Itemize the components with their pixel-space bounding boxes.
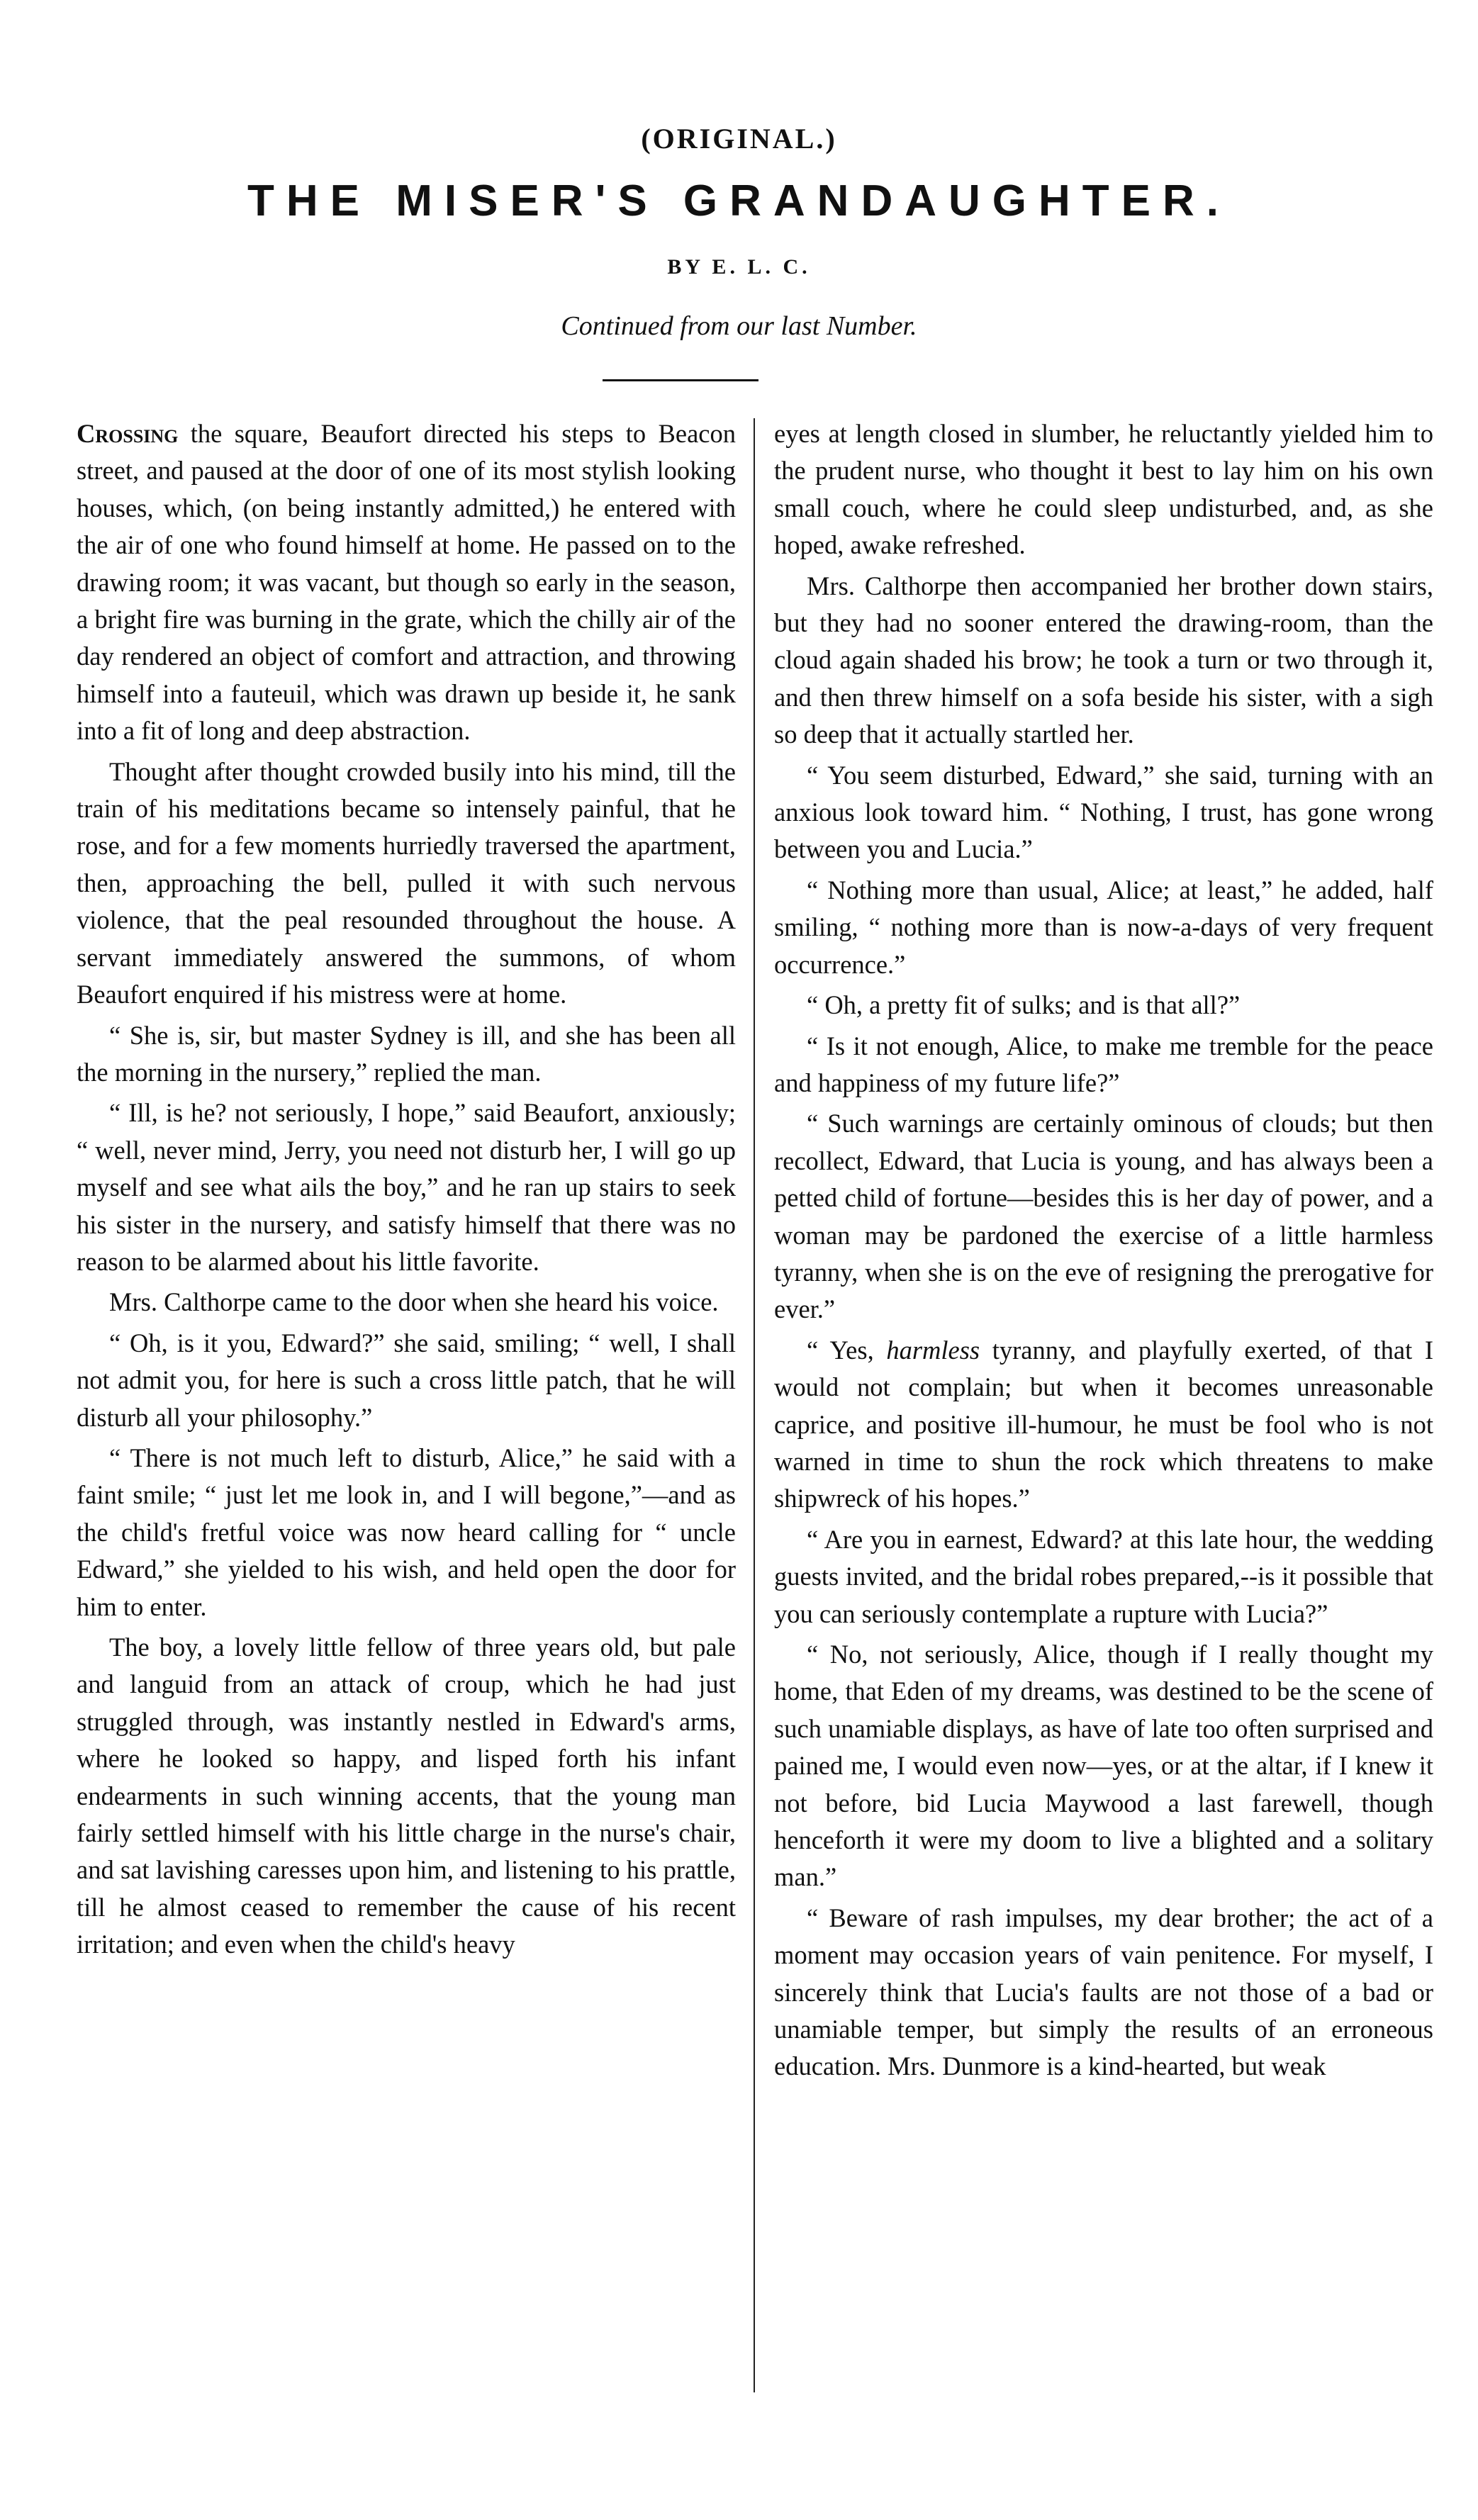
paragraph: “ Beware of rash impulses, my dear brother; the act of a moment may occasion years of vain penitence. For myself, I sincerely think that Lucia's faults are not those of a bad or unamiable temper, but simply the results of an erroneous education. Mrs. Dunmore is a kind-hearted, but weak	[774, 1903, 1433, 2081]
paragraph-text: the square, Beaufort directed his steps to Beacon street, and paused at the door of one of its most stylish looking houses, which, (on being instantly admitted,) he entered with the air of one who found himself at home. He passed on to the drawing room; it was vacant, but though so early in the season, a bright fire was burning in the grate, which the chilly air of the day rendered an object of comfort and attraction, and throwing himself into a fauteuil, which was drawn up beside it, he sank into a fit of long and deep abstraction.	[77, 419, 736, 746]
paragraph	[77, 415, 736, 750]
paragraph: “ Is it not enough, Alice, to make me tremble for the peace and happiness of my future life?”	[774, 1031, 1433, 1097]
paragraph: “ There is not much left to disturb, Alice,” he said with a faint smile; “ just let me look in, and I will begone,”—and as the child's fretful voice was now heard calling for “ uncle Edward,” she yielded to his wish, and held open the door for him to enter.	[77, 1443, 736, 1621]
paragraph: “ Ill, is he? not seriously, I hope,” said Beaufort, anxiously; “ well, never mind, Jerry, you need not disturb her, I will go up myself and see what ails the boy,” and he ran up stairs to seek his sister in the nursery, and satisfy himself that there was no reason to be alarmed about his little favorite.	[77, 1098, 736, 1276]
author-byline: BY E. L. C.	[667, 255, 811, 279]
paragraph: “ Oh, a pretty fit of sulks; and is that all?”	[807, 990, 1241, 1020]
story-title: THE MISER'S GRANDAUGHTER.	[247, 177, 1231, 225]
paragraph: “ Oh, is it you, Edward?” she said, smiling; “ well, I shall not admit you, for here is such a cross little patch, that he will disturb all your philosophy.”	[77, 1328, 736, 1432]
paragraph	[774, 1332, 1433, 1518]
paragraph: Mrs. Calthorpe then accompanied her brother down stairs, but they had no sooner entered the drawing-room, than the cloud again shaded his brow; he took a turn or two through it, and then threw himself on a sofa beside his sister, with a sigh so deep that it actually startled her.	[774, 571, 1433, 749]
paragraph: “ You seem disturbed, Edward,” she said, turning with an anxious look toward him. “ Nothing, I trust, has gone wrong between you and Lucia.”	[774, 760, 1433, 864]
section-label: (ORIGINAL.)	[641, 123, 837, 155]
column-divider	[754, 418, 755, 2392]
paragraph: “ Nothing more than usual, Alice; at least,” he added, half smiling, “ nothing more than is now-a-days of very frequent occurrence.”	[774, 875, 1433, 979]
paragraph-text: tyranny, and playfully exerted, of that I would not complain; but when it becomes unreasonable caprice, and positive ill-humour, he must be fool who is not warned in time to shun the rock which threatens to make shipwreck of his hopes.”	[774, 1335, 1433, 1513]
paragraph: eyes at length closed in slumber, he reluctantly yielded him to the prudent nurse, who thought it best to lay him on his own small couch, where he could sleep undisturbed, and, as she hoped, awake refreshed.	[774, 419, 1433, 560]
paragraph: The boy, a lovely little fellow of three years old, but pale and languid from an attack of croup, which he had just struggled through, was instantly nestled in Edward's arms, where he looked so happy, and lisped forth his infant endearments in such winning accents, that the young man fairly settled himself with his little charge in the nurse's chair, and sat lavishing caresses upon him, and listening to his prattle, till he almost ceased to remember the cause of his recent irritation; and even when the child's heavy	[77, 1633, 736, 1959]
paragraph: “ No, not seriously, Alice, though if I really thought my home, that Eden of my dreams, was destined to be the scene of such unamiable displays, as have of late too often surprised and pained me, I would even now—yes, or at the altar, if I knew it not before, bid Lucia Maywood a last farewell, though henceforth it were my doom to live a blighted and a solitary man.”	[774, 1640, 1433, 1892]
continuation-note: Continued from our last Number.	[561, 311, 917, 341]
paragraph: Mrs. Calthorpe came to the door when she heard his voice.	[109, 1287, 719, 1317]
left-column	[77, 415, 736, 1964]
paragraph: “ Such warnings are certainly ominous of clouds; but then recollect, Edward, that Lucia is young, and has always been a petted child of fortune—besides this is her day of power, and a woman may be pardoned the exercise of a little harmless tyranny, when she is on the eve of resigning the prerogative for ever.”	[774, 1109, 1433, 1324]
paragraph-text: “ Yes,	[807, 1335, 887, 1365]
paragraph: Thought after thought crowded busily into his mind, till the train of his meditations became so intensely painful, that he rose, and for a few moments hurriedly traversed the apartment, then, approaching the bell, pulled it with such nervous violence, that the peal resounded throughout the house. A servant immediately answered the summons, of whom Beaufort enquired if his mistress were at home.	[77, 756, 736, 1009]
emphasized-word: harmless	[886, 1335, 980, 1365]
title-rule	[603, 379, 758, 381]
paragraph-lead: Crossing	[77, 419, 179, 448]
right-column	[774, 415, 1433, 2085]
paragraph: “ She is, sir, but master Sydney is ill, and she has been all the morning in the nursery,” replied the man.	[77, 1020, 736, 1087]
paragraph: “ Are you in earnest, Edward? at this late hour, the wedding guests invited, and the bridal robes prepared,--is it possible that you can seriously contemplate a rupture with Lucia?”	[774, 1524, 1433, 1628]
